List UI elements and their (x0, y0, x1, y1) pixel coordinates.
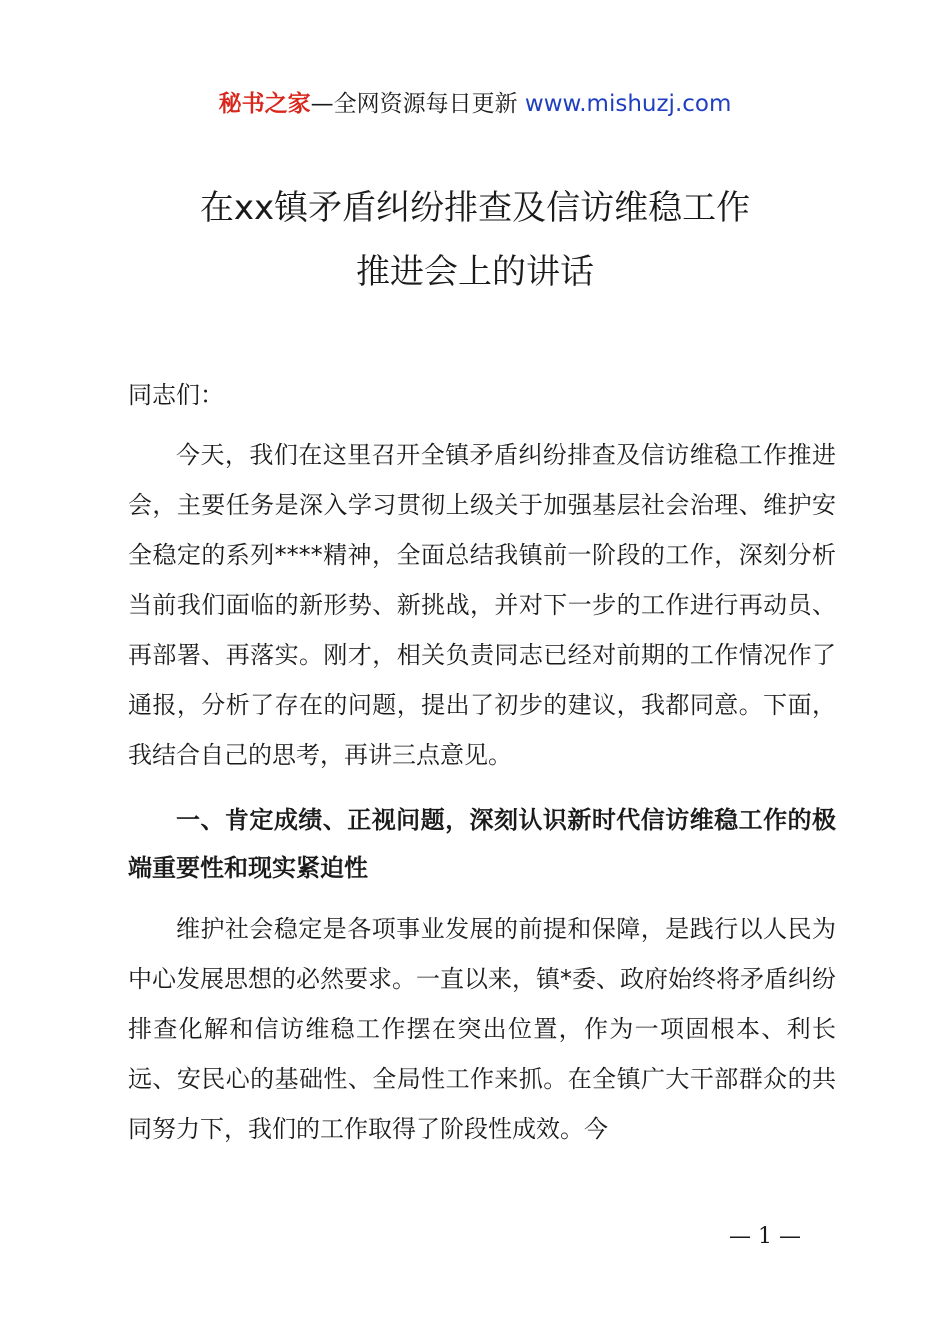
paragraph-intro: 今天，我们在这里召开全镇矛盾纠纷排查及信访维稳工作推进会，主要任务是深入学习贯彻上级关于加强基层社会治理、维护安全稳定的系列****精神，全面总结我镇前一阶段的工作，深刻分析当前我们面临的新形势、新挑战，并对下一步的工作进行再动员、再部署、再落实。刚才，相关负责同志已经对前期的工作情况作了通报，分析了存在的问题，提出了初步的建议，我都同意。下面，我结合自己的思考，再讲三点意见。 (128, 441, 836, 769)
site-url-link[interactable]: www.mishuzj.com (524, 91, 732, 117)
page-number: — 1 — (729, 1224, 801, 1249)
site-slogan: —全网资源每日更新 (310, 91, 518, 117)
document-title-line-2: 推进会上的讲话 (356, 252, 594, 292)
section-heading-1: 一、肯定成绩、正视问题，深刻认识新时代信访维稳工作的极端重要性和现实紧迫性 (128, 806, 836, 882)
site-header (0, 88, 950, 120)
document-title-line-1: 在xx镇矛盾纠纷排查及信访维稳工作 (199, 188, 751, 228)
paragraph-section-1: 维护社会稳定是各项事业发展的前提和保障，是践行以人民为中心发展思想的必然要求。一直以来，镇*委、政府始终将矛盾纠纷排查化解和信访维稳工作摆在突出位置，作为一项固根本、利长远、安民心的基础性、全局性工作来抓。在全镇广大干部群众的共同努力下，我们的工作取得了阶段性成效。今 (128, 915, 836, 1143)
brand-name: 秘书之家 (218, 91, 311, 117)
greeting: 同志们： (128, 381, 224, 409)
